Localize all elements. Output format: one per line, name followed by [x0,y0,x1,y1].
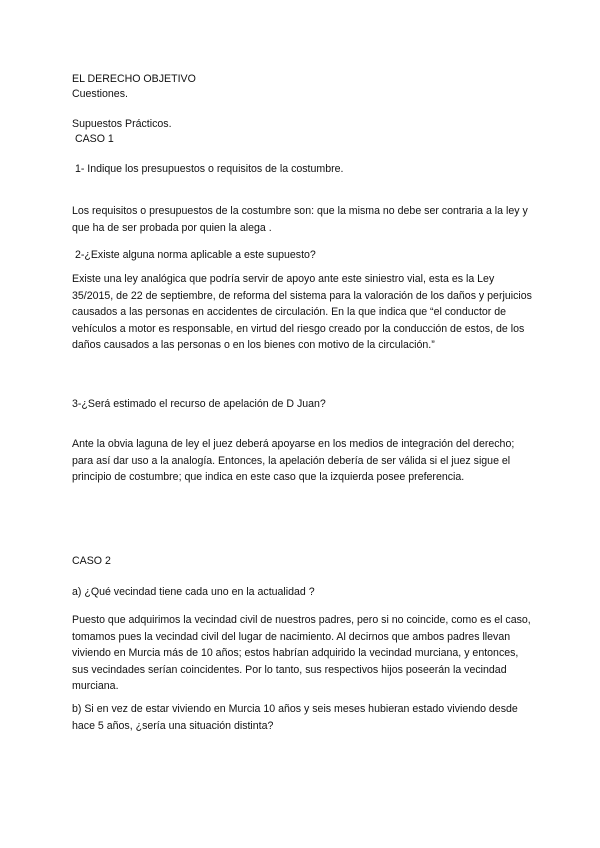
caso-2-question-a: a) ¿Qué vecindad tiene cada uno en la actualidad ? [72,586,315,598]
caso-2-answer-a: Puesto que adquirimos la vecindad civil de nuestros padres, pero si no coincide, como es el caso, tomamos pues la vecindad civil del lugar de nacimiento. Al decirnos que ambos padres llevan viviendo en Murcia más de 10 años; estos habrían adquirido la vecindad murciana, y entonces, sus vecindades serían coincidentes. Por lo tanto, sus respectivos hijos poseerán la vecindad murciana. [72,614,531,693]
section-heading: Supuestos Prácticos. [72,118,172,130]
document-title: EL DERECHO OBJETIVO [72,73,196,85]
caso-2-question-b: b) Si en vez de estar viviendo en Murcia 10 años y seis meses hubieran estado viviendo desde hace 5 años, ¿sería una situación distinta? [72,703,518,732]
caso-2-heading: CASO 2 [72,555,111,567]
document-subtitle: Cuestiones. [72,88,128,100]
caso-1-answer-1: Los requisitos o presupuestos de la costumbre son: que la misma no debe ser contraria a la ley y que ha de ser probada por quien la alega . [72,205,528,234]
caso-1-question-1: 1- Indique los presupuestos o requisitos de la costumbre. [72,163,344,175]
caso-1-heading: CASO 1 [72,133,114,145]
caso-1-question-2: 2-¿Existe alguna norma aplicable a este supuesto? [72,249,316,261]
caso-1-question-3: 3-¿Será estimado el recurso de apelación de D Juan? [72,398,326,410]
caso-1-answer-2: Existe una ley analógica que podría servir de apoyo ante este siniestro vial, esta es la Ley 35/2015, de 22 de septiembre, de reforma del sistema para la valoración de los daños y perjuicios causados a las personas en accidentes de circulación. En la que indica que “el conductor de vehículos a motor es responsable, en virtud del riesgo creado por la conducción de estos, de los daños causados a las personas o en los bienes con motivo de la circulación.” [72,273,532,352]
caso-1-answer-3: Ante la obvia laguna de ley el juez deberá apoyarse en los medios de integración del derecho; para así dar uso a la analogía. Entonces, la apelación debería de ser válida si el juez sigue el principio de costumbre; que indica en este caso que la izquierda posee preferencia. [72,438,515,484]
